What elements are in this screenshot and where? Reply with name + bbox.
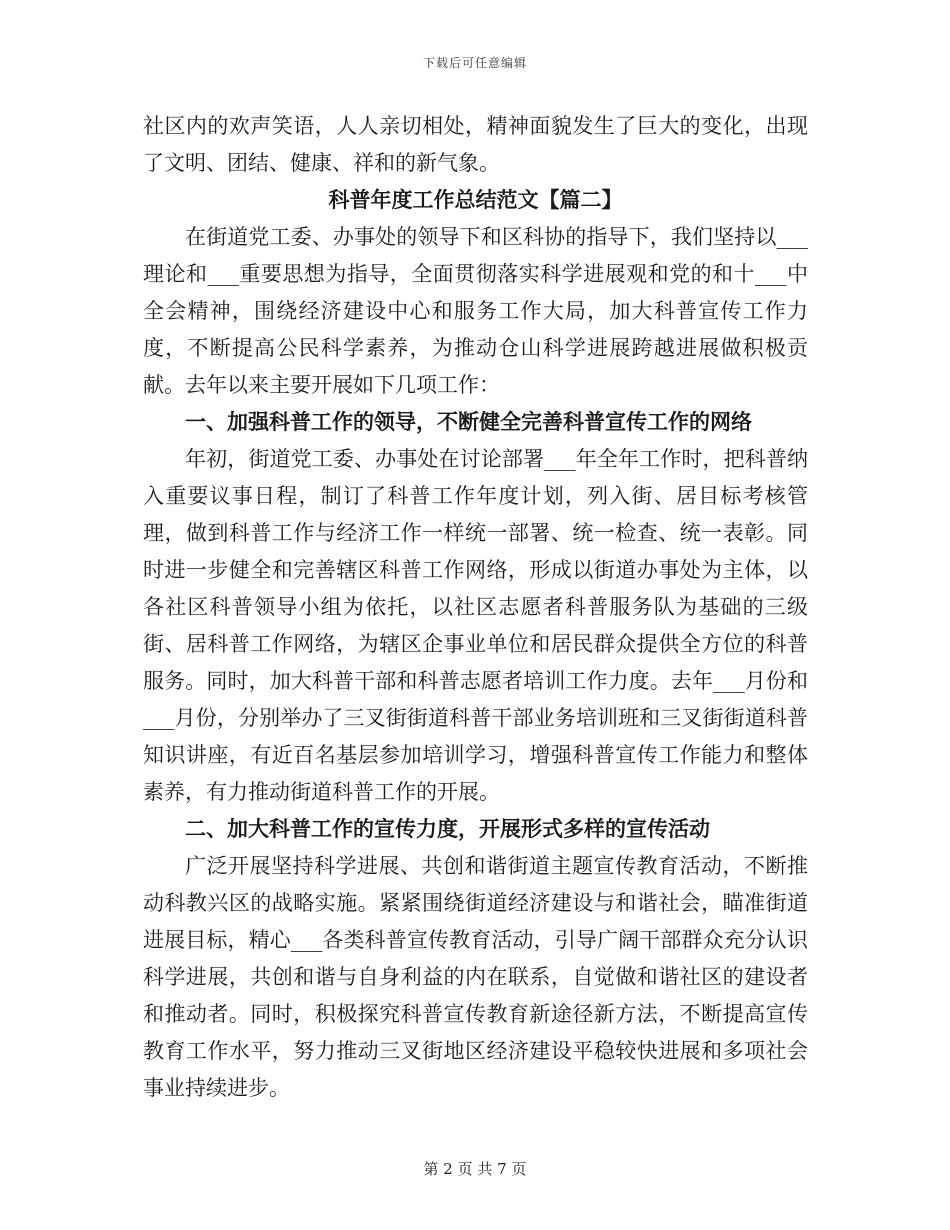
section-title: 科普年度工作总结范文【篇二】 (328, 188, 623, 212)
heading-one: 一、加强科普工作的领导，不断健全完善科普宣传工作的网络 (185, 410, 752, 434)
paragraph-two: 广泛开展坚持科学进展、共创和谐街道主题宣传教育活动，不断推动科教兴区的战略实施。紧紧围绕街道经济建设与和谐社会，瞄准街道进展目标，精心___各类科普宣传教育活动，引导广阔干部群众充分认识科学进展，共创和谐与自身利益的内在联系，自觉做和谐社区的建设者和推动者。同时，积极探究科普宣传教育新途径新方法，不断提高宣传教育工作水平，努力推动三叉街地区经济建设平稳较快进展和多项社会事业持续进步。 (143, 854, 808, 1100)
page-header-note: 下载后可任意编辑 (422, 56, 527, 70)
page-number: 第 2 页 共 7 页 (423, 1160, 527, 1178)
paragraph-continued: 社区内的欢声笑语，人人亲切相处，精神面貌发生了巨大的变化，出现了文明、团结、健康、祥和的新气象。 (143, 114, 808, 175)
paragraph-one: 年初，街道党工委、办事处在讨论部署___年全年工作时，把科普纳入重要议事日程，制订了科普工作年度计划，列入街、居目标考核管理，做到科普工作与经济工作一样统一部署、统一检查、统一表彰。同时进一步健全和完善辖区科普工作网络，形成以街道办事处为主体，以各社区科普领导小组为依托，以社区志愿者科普服务队为基础的三级街、居科普工作网络，为辖区企事业单位和居民群众提供全方位的科普服务。同时，加大科普干部和科普志愿者培训工作力度。去年___月份和___月份，分别举办了三叉街街道科普干部业务培训班和三叉街街道科普知识讲座，有近百名基层参加培训学习，增强科普宣传工作能力和整体素养，有力推动街道科普工作的开展。 (143, 447, 808, 804)
document-body (143, 108, 808, 1107)
heading-two: 二、加大科普工作的宣传力度，开展形式多样的宣传活动 (185, 817, 710, 841)
paragraph-intro: 在街道党工委、办事处的领导下和区科协的指导下，我们坚持以___理论和___重要思想为指导，全面贯彻落实科学进展观和党的和十___中全会精神，围绕经济建设中心和服务工作大局，加大科普宣传工作力度，不断提高公民科学素养，为推动仓山科学进展跨越进展做积极贡献。去年以来主要开展如下几项工作： (143, 225, 808, 397)
